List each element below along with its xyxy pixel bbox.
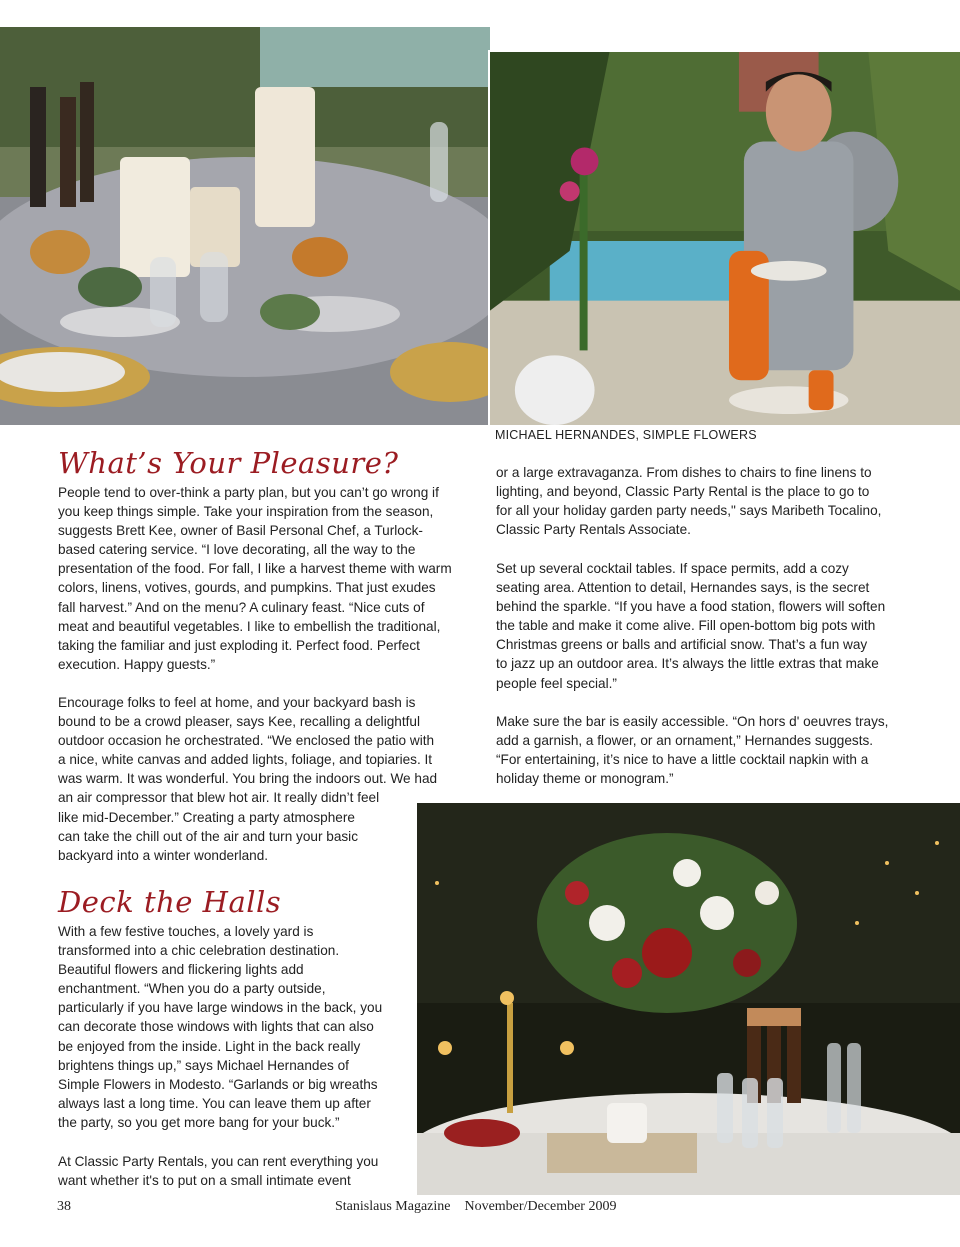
text-line: Simple Flowers in Modesto. “Garlands or big wreaths (58, 1076, 378, 1092)
text-line: people feel special.” (496, 675, 617, 691)
text-line: transformed into a chic celebration destination. (58, 943, 340, 959)
text-line: holiday theme or monogram.” (496, 771, 674, 787)
text-line: enchantment. “When you do a party outside, (58, 981, 326, 997)
text-line: Encourage folks to feel at home, and your backyard bash is (58, 695, 416, 710)
text-line: can take the chill out of the air and turn your basic (58, 828, 358, 844)
text-line: can decorate those windows with lights that can also (58, 1019, 374, 1035)
paragraph-right-3 (496, 712, 888, 788)
text-line: be enjoyed from the inside. Light in the back really (58, 1038, 361, 1054)
section-heading-deck-the-halls: Deck the Halls (58, 885, 282, 919)
text-line: colors, linens, votives, gourds, and pumpkins. That just exudes (58, 580, 436, 596)
text-line: “For entertaining, it’s nice to have a little cocktail napkin with a (496, 752, 869, 768)
table-setting-photo (0, 27, 490, 425)
paragraph-deck-1 (58, 922, 382, 1132)
text-line: Set up several cocktail tables. If space permits, add a cozy (496, 561, 849, 576)
text-line: bound to be a crowd pleaser, says Kee, recalling a delightful (58, 714, 420, 730)
text-line: Classic Party Rentals Associate. (496, 522, 691, 538)
text-line: Make sure the bar is easily accessible. “On hors d' oeuvres trays, (496, 714, 889, 729)
text-line: fall harvest.” And on the menu? A culinary feast. “Nice cuts of (58, 599, 425, 615)
paragraph-deck-2 (58, 1152, 378, 1190)
paragraph-right-1 (496, 463, 881, 539)
text-line: presentation of the food. For fall, I like a harvest theme with warm (58, 561, 452, 577)
text-line: brightens things up,” says Michael Hernandes of (58, 1057, 349, 1073)
text-line: particularly if you have large windows in the back, you (58, 1000, 383, 1016)
paragraph-pleasure-1 (58, 483, 452, 674)
text-line: for all your holiday garden party needs," says Maribeth Tocalino, (496, 503, 882, 519)
paragraph-right-2 (496, 559, 885, 693)
text-line: execution. Happy guests.” (58, 656, 216, 672)
text-line: meat and beautiful vegetables. I like to embellish the traditional, (58, 618, 441, 634)
text-line: want whether it's to put on a small intimate event (58, 1173, 351, 1189)
text-line: outdoor occasion he orchestrated. “We enclosed the patio with (58, 733, 435, 749)
text-line: taking the familiar and just exploding it. Perfect food. Perfect (58, 637, 420, 653)
text-line: add a garnish, a flower, or an ornament,” Hernandes suggests. (496, 733, 874, 749)
page-number: 38 (57, 1199, 71, 1214)
text-line: At Classic Party Rentals, you can rent everything you (58, 1154, 379, 1169)
text-line: was warm. It was wonderful. You bring the indoors out. We had (58, 771, 438, 787)
text-line: like mid-December.” Creating a party atmosphere (58, 809, 355, 825)
text-line: backyard into a winter wonderland. (58, 847, 269, 863)
text-line: or a large extravaganza. From dishes to chairs to fine linens to (496, 465, 872, 480)
section-heading-pleasure: What’s Your Pleasure? (58, 446, 399, 480)
text-line: you keep things simple. Take your inspiration from the season, (58, 504, 434, 520)
text-line: the table and make it come alive. Fill open-bottom big pots with (496, 618, 876, 634)
text-line: People tend to over-think a party plan, but you can’t go wrong if (58, 485, 439, 500)
text-line: seating area. Attention to detail, Hernandes says, is the secret (496, 580, 870, 596)
paragraph-pleasure-2 (58, 693, 437, 865)
publication-text: Stanislaus Magazine November/December 2009 (335, 1199, 617, 1214)
floral-table-photo (417, 803, 960, 1195)
text-line: lighting, and beyond, Classic Party Rental is the place to go to (496, 484, 870, 500)
text-line: always last a long time. You can leave them up after (58, 1095, 371, 1111)
text-line: Beautiful flowers and flickering lights add (58, 962, 304, 978)
text-line: to jazz up an outdoor area. It’s always the little extras that make (496, 656, 879, 672)
text-line: a nice, white canvas and added lights, foliage, and topiaries. It (58, 752, 433, 768)
text-line: Christmas greens or balls and artificial snow. That’s a fun way (496, 637, 868, 653)
photo-caption: MICHAEL HERNANDES, SIMPLE FLOWERS (495, 428, 757, 442)
publication-line (335, 1199, 616, 1215)
text-line: an air compressor that blew hot air. It really didn’t feel (58, 790, 380, 806)
text-line: behind the sparkle. “If you have a food station, flowers will soften (496, 599, 886, 615)
text-line: based catering service. “I love decorating, all the way to the (58, 542, 416, 558)
text-line: suggests Brett Kee, owner of Basil Personal Chef, a Turlock- (58, 523, 423, 539)
text-line: the party, so you get more bang for your buck.” (58, 1114, 340, 1130)
portrait-photo (488, 50, 960, 425)
text-line: With a few festive touches, a lovely yard is (58, 924, 314, 939)
